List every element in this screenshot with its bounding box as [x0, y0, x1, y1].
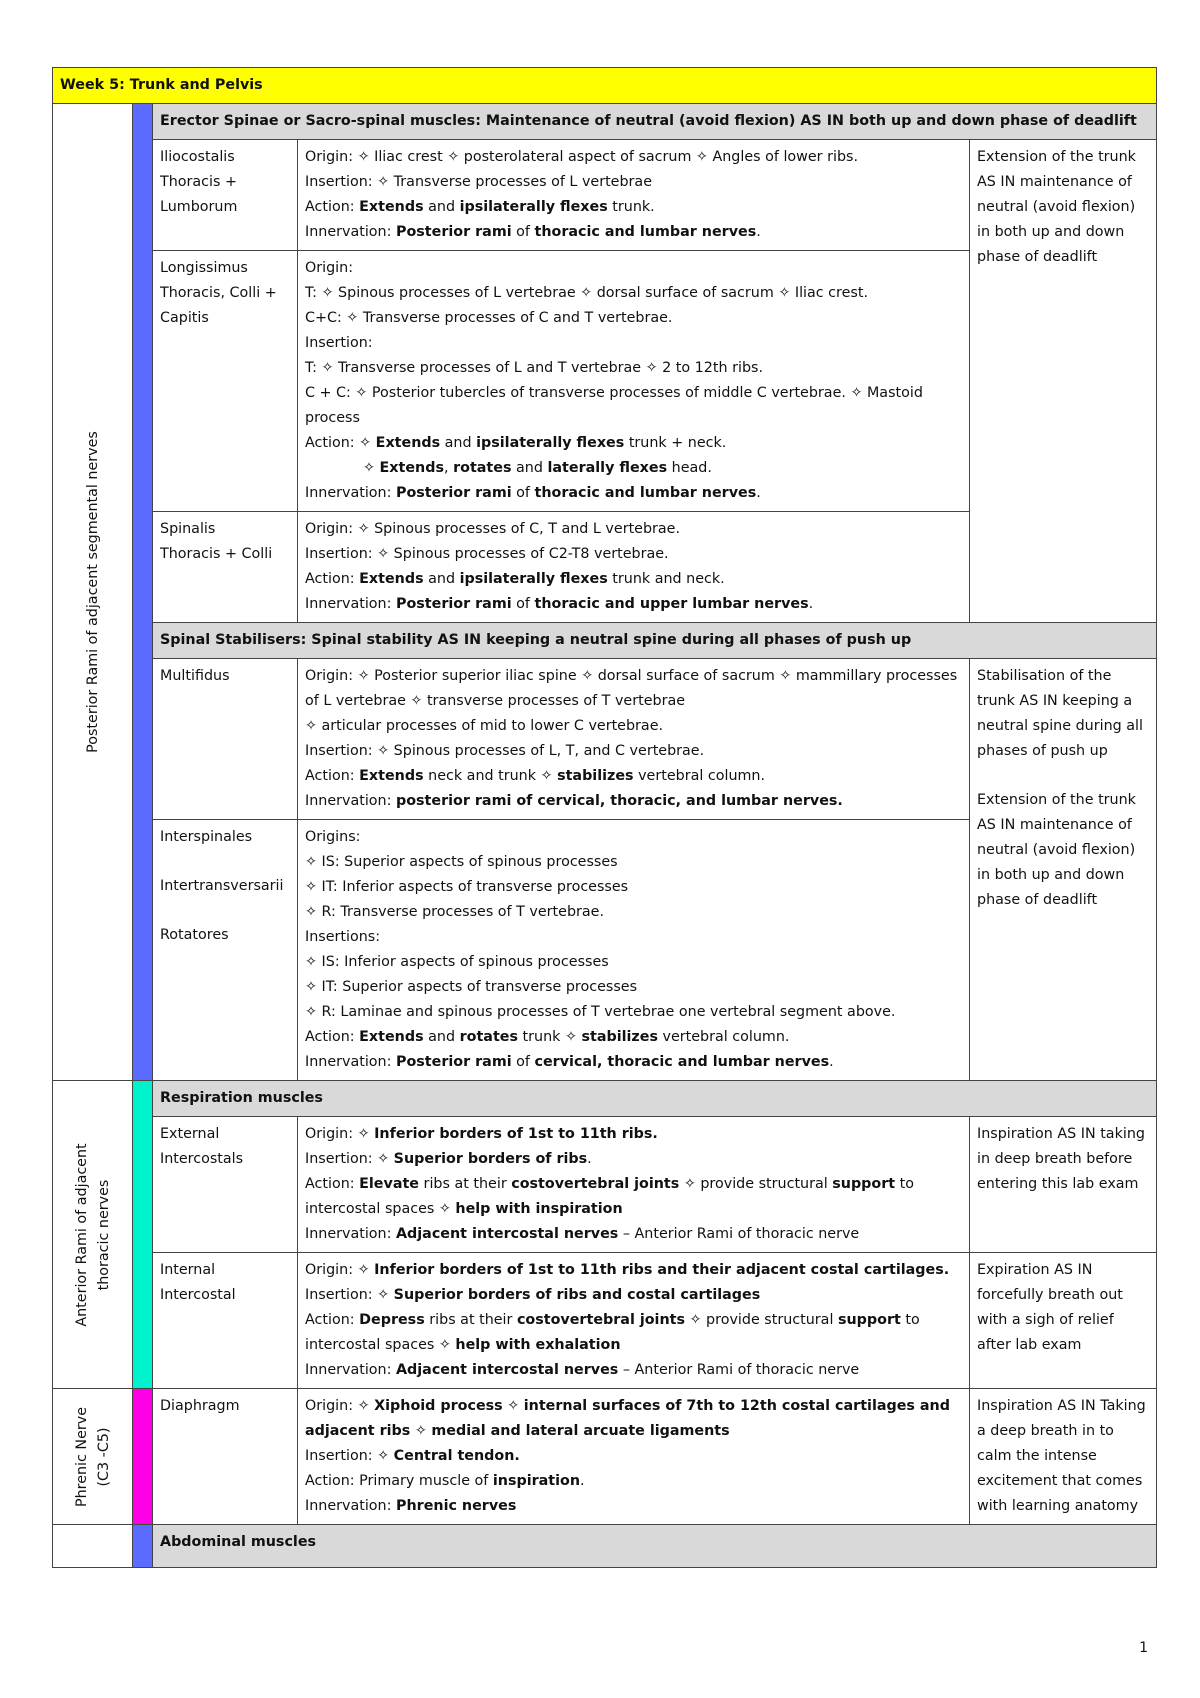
detail-external-intercostals: Origin: ✧ Inferior borders of 1st to 11th ribs. Insertion: ✧ Superior borders of ribs. Action: Elevate ribs at their costovertebral joints ✧ provide structural support to intercostal spaces ✧ help with inspiration Innervation: Adjacent intercostal nerves – Anterior Rami of thoracic nerve [298, 1117, 970, 1253]
note-internal: Expiration AS IN forcefully breath out with a sigh of relief after lab exam [970, 1253, 1157, 1389]
anatomy-table [52, 67, 1157, 1568]
muscle-spinalis: Spinalis Thoracis + Colli [153, 512, 298, 623]
detail-iliocostalis: Origin: ✧ Iliac crest ✧ posterolateral aspect of sacrum ✧ Angles of lower ribs. Insertion: ✧ Transverse processes of L vertebrae Action: Extends and ipsilaterally flexes trunk. Innervation: Posterior rami of thoracic and lumbar nerves. [298, 140, 970, 251]
section-abdominal: Abdominal muscles [153, 1525, 1157, 1568]
detail-diaphragm: Origin: ✧ Xiphoid process ✧ internal surfaces of 7th to 12th costal cartilages and adjacent ribs ✧ medial and lateral arcuate ligaments Insertion: ✧ Central tendon. Action: Primary muscle of inspiration. Innervation: Phrenic nerves [298, 1389, 970, 1525]
page-number: 1 [1139, 1640, 1148, 1656]
section-erector-spinae: Erector Spinae or Sacro-spinal muscles: Maintenance of neutral (avoid flexion) AS IN both up and down phase of deadlift [153, 104, 1157, 140]
note-stabilisers: Stabilisation of the trunk AS IN keeping a neutral spine during all phases of push up Extension of the trunk AS IN maintenance of neutral (avoid flexion) in both up and down phase of deadlift [970, 659, 1157, 1081]
section-spinal-stabilisers: Spinal Stabilisers: Spinal stability AS IN keeping a neutral spine during all phases of push up [153, 623, 1157, 659]
nerve-group-anterior: Anterior Rami of adjacent thoracic nerves [53, 1081, 133, 1389]
nerve-group-posterior [53, 104, 133, 1081]
muscle-small-group: Interspinales Intertransversarii Rotatores [153, 820, 298, 1081]
note-erector: Extension of the trunk AS IN maintenance of neutral (avoid flexion) in both up and down phase of deadlift [970, 140, 1157, 623]
nerve-group-empty [53, 1525, 133, 1568]
muscle-multifidus: Multifidus [153, 659, 298, 820]
muscle-longissimus: Longissimus Thoracis, Colli + Capitis [153, 251, 298, 512]
muscle-iliocostalis: Iliocostalis Thoracis + Lumborum [153, 140, 298, 251]
note-diaphragm: Inspiration AS IN Taking a deep breath in to calm the intense excitement that comes with learning anatomy [970, 1389, 1157, 1525]
color-strip-blue-abdominal [133, 1525, 153, 1568]
color-strip-teal [133, 1081, 153, 1389]
color-strip-blue [133, 104, 153, 1081]
detail-small-group: Origins: ✧ IS: Superior aspects of spinous processes ✧ IT: Inferior aspects of transverse processes ✧ R: Transverse processes of T vertebrae. Insertions: ✧ IS: Inferior aspects of spinous processes ✧ IT: Superior aspects of transverse processes ✧ R: Laminae and spinous processes of T vertebrae one vertebral segment above. Action: Extends and rotates trunk ✧ stabilizes vertebral column. Innervation: Posterior rami of cervical, thoracic and lumbar nerves. [298, 820, 970, 1081]
detail-multifidus: Origin: ✧ Posterior superior iliac spine ✧ dorsal surface of sacrum ✧ mammillary processes of L vertebrae ✧ transverse processes of T vertebrae ✧ articular processes of mid to lower C vertebrae. Insertion: ✧ Spinous processes of L, T, and C vertebrae. Action: Extends neck and trunk ✧ stabilizes vertebral column. Innervation: posterior rami of cervical, thoracic, and lumbar nerves. [298, 659, 970, 820]
muscle-diaphragm: Diaphragm [153, 1389, 298, 1525]
detail-internal-intercostal: Origin: ✧ Inferior borders of 1st to 11th ribs and their adjacent costal cartilages. Insertion: ✧ Superior borders of ribs and costal cartilages Action: Depress ribs at their costovertebral joints ✧ provide structural support to intercostal spaces ✧ help with exhalation Innervation: Adjacent intercostal nerves – Anterior Rami of thoracic nerve [298, 1253, 970, 1389]
nerve-group-phrenic: Phrenic Nerve (C3 -C5) [53, 1389, 133, 1525]
nerve-group-phrenic-label: Phrenic Nerve [73, 1406, 90, 1507]
muscle-internal-intercostal: Internal Intercostal [153, 1253, 298, 1389]
detail-spinalis: Origin: ✧ Spinous processes of C, T and L vertebrae. Insertion: ✧ Spinous processes of C2-T8 vertebrae. Action: Extends and ipsilaterally flexes trunk and neck. Innervation: Posterior rami of thoracic and upper lumbar nerves. [298, 512, 970, 623]
note-external: Inspiration AS IN taking in deep breath before entering this lab exam [970, 1117, 1157, 1253]
muscle-external-intercostals: External Intercostals [153, 1117, 298, 1253]
nerve-group-posterior-label: Posterior Rami of adjacent segmental nerves [84, 431, 101, 753]
detail-longissimus: Origin: T: ✧ Spinous processes of L vertebrae ✧ dorsal surface of sacrum ✧ Iliac crest. C+C: ✧ Transverse processes of C and T vertebrae. Insertion: T: ✧ Transverse processes of L and T vertebrae ✧ 2 to 12th ribs. C + C: ✧ Posterior tubercles of transverse processes of middle C vertebrae. ✧ Mastoid process Action: ✧ Extends and ipsilaterally flexes trunk + neck. ✧ Extends, rotates and laterally flexes head. Innervation: Posterior rami of thoracic and lumbar nerves. [298, 251, 970, 512]
color-strip-pink [133, 1389, 153, 1525]
page-title: Week 5: Trunk and Pelvis [53, 68, 1157, 104]
nerve-group-anterior-label: Anterior Rami of adjacent [73, 1142, 90, 1327]
section-respiration: Respiration muscles [153, 1081, 1157, 1117]
